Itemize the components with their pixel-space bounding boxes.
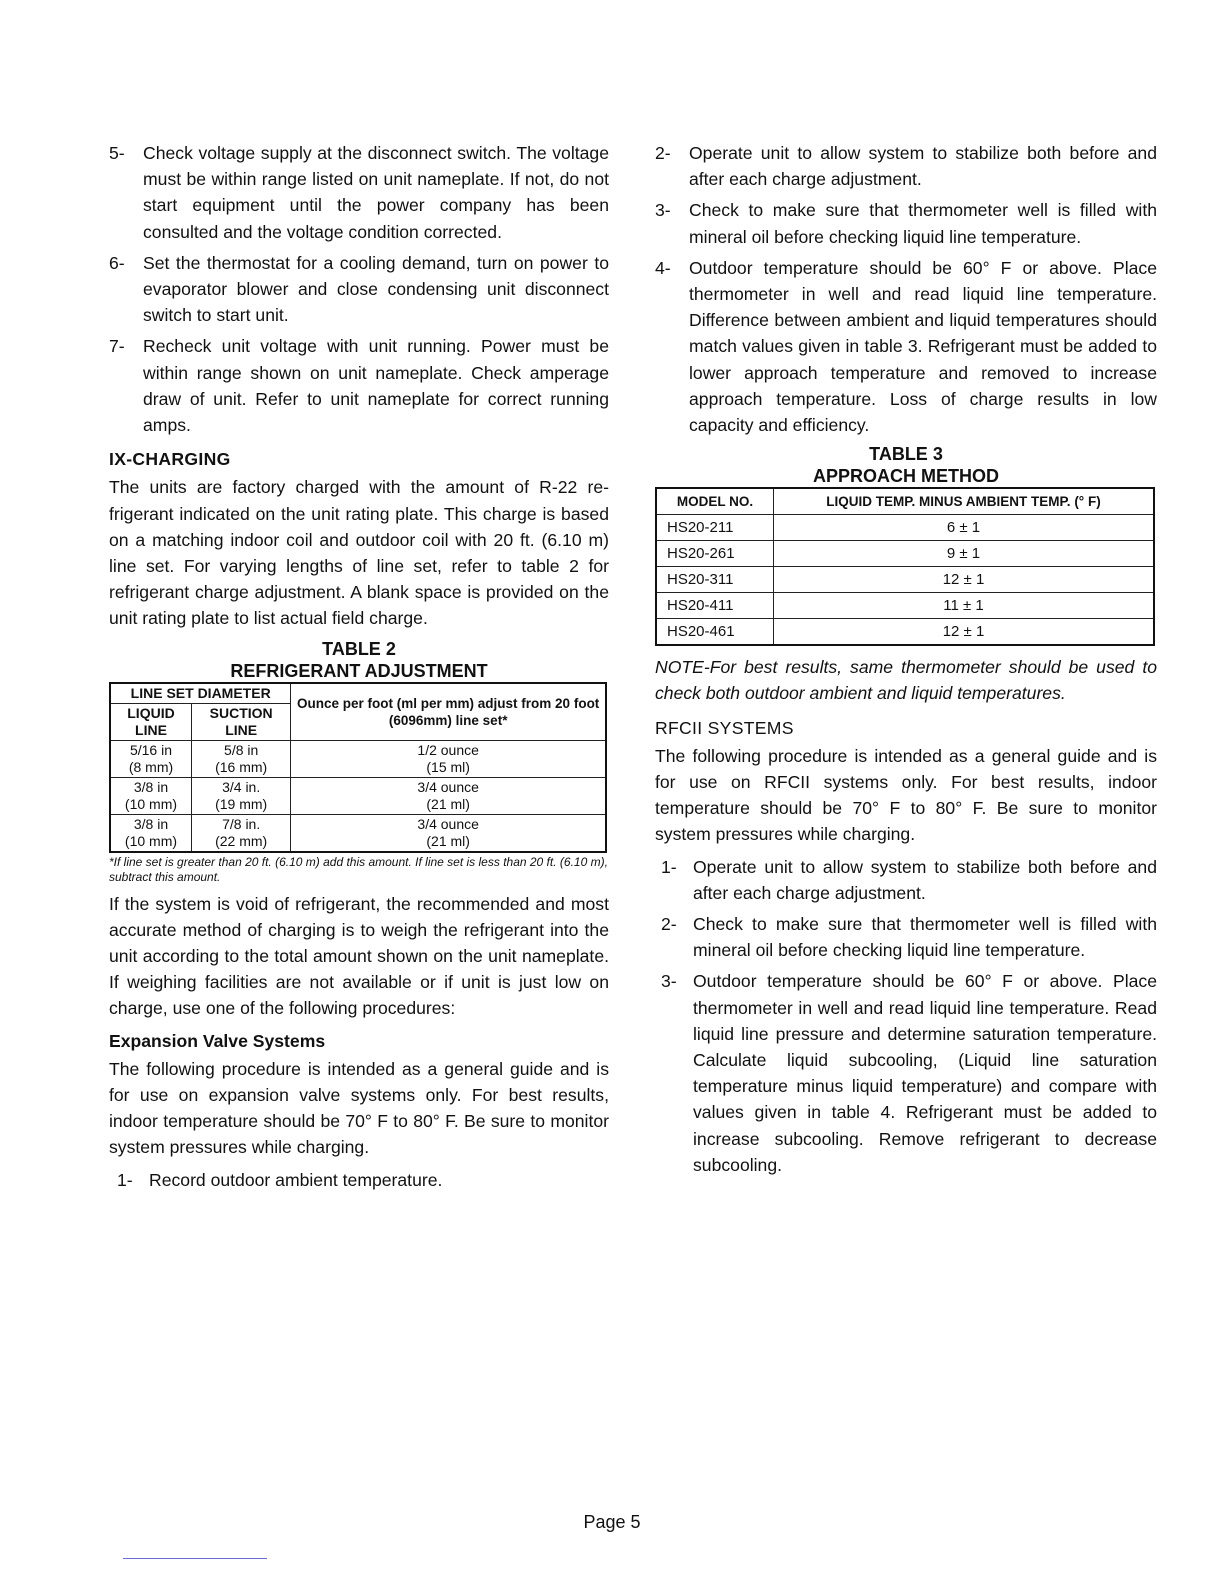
table2-cell-adjust: 1/2 ounce (15 ml) <box>291 740 606 777</box>
expansion-step-1: 1- Record outdoor ambient temperature. <box>117 1169 443 1190</box>
table3-cell-model: HS20-461 <box>656 619 774 646</box>
rfc-step-1: 1- Operate unit to allow system to stabilize both before and after each charge adjustment. <box>661 856 1157 903</box>
thermometer-note: NOTE-For best results, same thermometer should be used to check both outdoor ambient and liquid temperatures. <box>655 657 1157 704</box>
charging-heading: IX-CHARGING <box>109 449 231 470</box>
expansion-step-3: 3- Check to make sure that thermometer well is filled with mineral oil before checking liquid line temperature. <box>655 200 1157 247</box>
table3-cell-model: HS20-261 <box>656 541 774 567</box>
table2-adjust-header: Ounce per foot (ml per mm) adjust from 20 foot (6096mm) line set* <box>291 683 606 741</box>
table2-group-header: LINE SET DIAMETER <box>110 683 291 704</box>
table3-model-header: MODEL NO. <box>656 488 774 515</box>
expansion-step-2: 2- Operate unit to allow system to stabilize both before and after each charge adjustment. <box>655 143 1157 190</box>
table2-cell-liquid: 5/16 in (8 mm) <box>110 740 191 777</box>
table2-suction-header: SUCTION LINE <box>191 703 290 740</box>
table-row <box>656 515 1154 541</box>
refrigerant-adjustment-table <box>109 682 607 853</box>
step-6: 6- Set the thermostat for a cooling demand, turn on power to evaporator blower and close condensing unit disconnect switch to start unit. <box>109 252 609 326</box>
table-row <box>110 814 606 852</box>
rfc-step-3: 3- Outdoor temperature should be 60° F or above. Place thermometer in well and read liquid line temperature. Read liquid line pressure and determine saturation temperature. Calculate liquid subcooling, (Liquid line saturation temperature minus liquid temperature) and compare with values given in table 4. Refrigerant must be added to increase subcooling. Remove refrigerant to decrease subcooling. <box>661 971 1157 1175</box>
table2-title: TABLE 2 <box>322 638 396 659</box>
rfc-paragraph: The following procedure is intended as a general guide and is for use on RFCII systems only. For best results, indoor temperature should be 70° F to 80° F. Be sure to monitor system pressures while charging. <box>655 745 1157 845</box>
table3-subtitle: APPROACH METHOD <box>812 466 999 487</box>
table2-subtitle: REFRIGERANT ADJUSTMENT <box>230 660 488 681</box>
table-row <box>110 777 606 814</box>
table-row <box>656 541 1154 567</box>
table-row <box>656 593 1154 619</box>
rfc-steps <box>655 854 1157 1178</box>
table3-cell-value: 12 ± 1 <box>774 619 1155 646</box>
expansion-heading: Expansion Valve Systems <box>109 1030 326 1051</box>
left-column <box>109 140 609 1198</box>
table3-value-header: LIQUID TEMP. MINUS AMBIENT TEMP. (° F) <box>774 488 1155 515</box>
table3-cell-model: HS20-311 <box>656 567 774 593</box>
table-row <box>656 619 1154 646</box>
table2-cell-suction: 7/8 in. (22 mm) <box>191 814 290 852</box>
rfc-heading: RFCII SYSTEMS <box>655 717 794 738</box>
table-row <box>656 567 1154 593</box>
rfc-step-2: 2- Check to make sure that thermometer well is filled with mineral oil before checking liquid line temperature. <box>661 914 1157 961</box>
table2-cell-liquid: 3/8 in (10 mm) <box>110 814 191 852</box>
scan-edge-line <box>123 1558 267 1559</box>
void-paragraph: If the system is void of refrigerant, the recommended and most accurate method of charging is to weigh the refrigerant into the unit according to the total amount shown on the unit nameplate. If weighing facilities are not available or if unit is just low on charge, use one of the following procedures: <box>109 893 609 1019</box>
expansion-steps <box>109 1167 609 1193</box>
table2-footnote: *If line set is greater than 20 ft. (6.10 m) add this amount. If line set is less than 20 ft. (6.10 m), subtract this amount. <box>109 854 608 884</box>
charging-paragraph: The units are factory charged with the amount of R-22 refrigerant indicated on the unit rating plate. This charge is based on a matching indoor coil and outdoor coil with 20 ft. (6.10 m) line set. For varying lengths of line set, refer to table 2 for refrigerant charge adjustment. A blank space is provided on the unit rating plate to list actual field charge. <box>109 477 609 629</box>
expansion-steps-continued <box>655 140 1157 438</box>
step-7: 7- Recheck unit voltage with unit running. Power must be within range shown on unit nameplate. Check amperage draw of unit. Refer to unit nameplate for correct running amps. <box>109 336 609 436</box>
table2-cell-suction: 5/8 in (16 mm) <box>191 740 290 777</box>
table3-title: TABLE 3 <box>869 444 943 465</box>
table3-cell-model: HS20-411 <box>656 593 774 619</box>
step-5: 5- Check voltage supply at the disconnect switch. The voltage must be within range listed on unit nameplate. If not, do not start equipment until the power company has been consulted and the voltage condition corrected. <box>109 143 609 242</box>
table2-cell-adjust: 3/4 ounce (21 ml) <box>291 814 606 852</box>
approach-method-table <box>655 487 1155 646</box>
page-number: Page 5 <box>583 1512 641 1532</box>
startup-steps <box>109 140 609 438</box>
table2-liquid-header: LIQUID LINE <box>110 703 191 740</box>
expansion-paragraph: The following procedure is intended as a general guide and is for use on expansion valve systems only. For best results, indoor temperature should be 70° F to 80° F. Be sure to monitor system pressures while charging. <box>109 1058 609 1158</box>
table2-cell-adjust: 3/4 ounce (21 ml) <box>291 777 606 814</box>
table3-cell-value: 11 ± 1 <box>774 593 1155 619</box>
table2-cell-suction: 3/4 in. (19 mm) <box>191 777 290 814</box>
table3-cell-value: 12 ± 1 <box>774 567 1155 593</box>
table2-cell-liquid: 3/8 in (10 mm) <box>110 777 191 814</box>
table3-cell-model: HS20-211 <box>656 515 774 541</box>
table3-cell-value: 9 ± 1 <box>774 541 1155 567</box>
expansion-step-4: 4- Outdoor temperature should be 60° F or above. Place thermometer in well and read liquid line temperature. Difference between ambient and liquid temperatures should match values given in table 3. Refrigerant must be added to lower approach temperature and removed to increase approach temperature. Loss of charge results in low capacity and efficiency. <box>655 257 1157 436</box>
table3-cell-value: 6 ± 1 <box>774 515 1155 541</box>
right-column <box>655 140 1157 1183</box>
table-row <box>110 740 606 777</box>
